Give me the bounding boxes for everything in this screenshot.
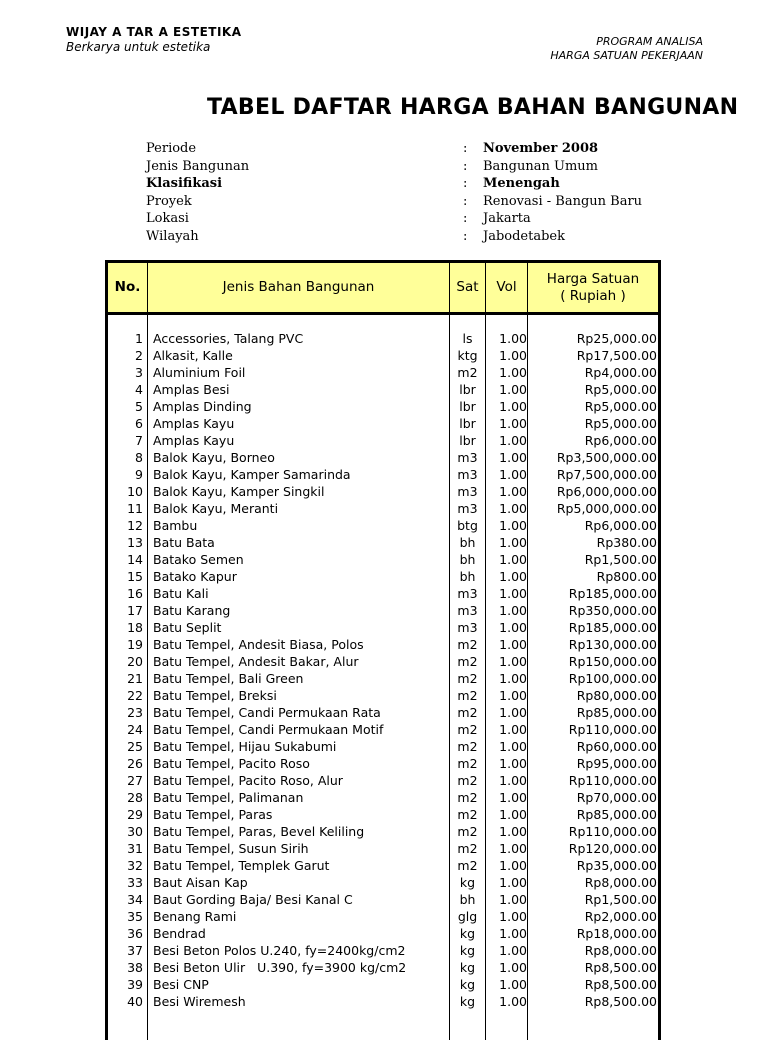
cell-name: Amplas Kayu [153,433,235,448]
cell-sat: lbr [459,416,476,431]
table-row [108,840,658,857]
cell-no: 8 [135,450,143,465]
cell-vol: 1.00 [499,569,527,584]
cell-name: Batu Tempel, Pacito Roso, Alur [153,773,343,788]
cell-sat: bh [459,535,476,550]
cell-price: Rp85,000.00 [576,807,657,822]
company-block [66,25,242,54]
cell-sat: m2 [457,688,478,703]
cell-vol: 1.00 [499,892,527,907]
cell-sat: m3 [457,467,478,482]
cell-sat: m3 [457,620,478,635]
cell-vol: 1.00 [499,552,527,567]
cell-no: 4 [135,382,143,397]
cell-price: Rp5,000.00 [584,416,657,431]
cell-no: 19 [127,637,143,652]
cell-vol: 1.00 [499,450,527,465]
cell-vol: 1.00 [499,433,527,448]
cell-name: Batu Tempel, Paras [153,807,273,822]
cell-vol: 1.00 [499,841,527,856]
cell-vol: 1.00 [499,722,527,737]
meta-value: Menengah [483,176,560,191]
cell-sat: m3 [457,450,478,465]
cell-price: Rp380.00 [596,535,657,550]
table-row [108,500,658,517]
table-row [108,738,658,755]
cell-no: 15 [127,569,143,584]
cell-vol: 1.00 [499,654,527,669]
cell-name: Bendrad [153,926,206,941]
cell-sat: bh [459,552,476,567]
table-row [108,857,658,874]
cell-price: Rp350,000.00 [568,603,657,618]
cell-no: 5 [135,399,143,414]
cell-sat: m2 [457,365,478,380]
cell-vol: 1.00 [499,773,527,788]
table-row [108,551,658,568]
table-row [108,670,658,687]
table-row [108,993,658,1010]
cell-price: Rp8,000.00 [584,875,657,890]
cell-name: Alkasit, Kalle [153,348,233,363]
cell-price: Rp17,500.00 [576,348,657,363]
cell-price: Rp7,500,000.00 [556,467,657,482]
table-row [108,704,658,721]
cell-price: Rp800.00 [596,569,657,584]
cell-no: 23 [127,705,143,720]
cell-sat: btg [457,518,478,533]
cell-no: 27 [127,773,143,788]
col-header-no: No. [114,279,141,295]
table-row [108,585,658,602]
meta-label: Wilayah [146,228,199,244]
col-header-sat: Sat [456,279,479,295]
cell-price: Rp80,000.00 [576,688,657,703]
cell-price: Rp110,000.00 [568,722,657,737]
cell-name: Batu Tempel, Palimanan [153,790,304,805]
cell-vol: 1.00 [499,790,527,805]
cell-name: Batako Kapur [153,569,237,584]
cell-price: Rp5,000.00 [584,399,657,414]
cell-name: Batu Tempel, Candi Permukaan Motif [153,722,384,737]
cell-vol: 1.00 [499,824,527,839]
cell-vol: 1.00 [499,977,527,992]
project-meta [146,140,666,245]
cell-vol: 1.00 [499,807,527,822]
cell-no: 9 [135,467,143,482]
cell-no: 33 [127,875,143,890]
table-row [108,398,658,415]
cell-name: Aluminium Foil [153,365,246,380]
cell-price: Rp95,000.00 [576,756,657,771]
meta-label: Jenis Bangunan [146,158,250,174]
cell-name: Batu Seplit [153,620,222,635]
meta-colon: : [463,176,468,191]
table-row [108,772,658,789]
meta-colon: : [463,141,468,156]
cell-name: Batu Karang [153,603,231,618]
meta-value: November 2008 [483,141,599,156]
cell-name: Batu Bata [153,535,215,550]
table-row [108,415,658,432]
table-row [108,789,658,806]
cell-name: Benang Rami [153,909,237,924]
cell-sat: kg [459,943,476,958]
table-row [108,364,658,381]
table-row [108,806,658,823]
meta-value: Jabodetabek [483,228,565,244]
cell-sat: bh [459,569,476,584]
cell-no: 24 [127,722,143,737]
cell-vol: 1.00 [499,620,527,635]
cell-name: Besi Wiremesh [153,994,246,1009]
cell-price: Rp100,000.00 [568,671,657,686]
cell-price: Rp1,500.00 [584,552,657,567]
cell-no: 34 [127,892,143,907]
table-row [108,347,658,364]
cell-name: Batu Tempel, Paras, Bevel Keliling [153,824,365,839]
cell-price: Rp185,000.00 [568,586,657,601]
meta-label: Lokasi [146,211,189,226]
cell-sat: m2 [457,841,478,856]
cell-no: 6 [135,416,143,431]
cell-price: Rp6,000.00 [584,433,657,448]
cell-vol: 1.00 [499,926,527,941]
meta-row [146,228,666,246]
cell-no: 20 [127,654,143,669]
cell-vol: 1.00 [499,501,527,516]
meta-label: Proyek [146,193,192,209]
meta-label: Periode [146,141,197,156]
cell-sat: m2 [457,824,478,839]
table-row [108,330,658,347]
cell-no: 25 [127,739,143,754]
cell-sat: ls [462,331,473,346]
table-row [108,942,658,959]
cell-no: 40 [127,994,143,1009]
table-row [108,381,658,398]
meta-row [146,210,666,228]
cell-name: Bambu [153,518,198,533]
material-price-table [105,260,661,1040]
table-row [108,755,658,772]
table-row [108,619,658,636]
meta-colon: : [463,158,468,174]
cell-price: Rp6,000.00 [584,518,657,533]
cell-no: 39 [127,977,143,992]
cell-no: 1 [135,331,143,346]
meta-value: Jakarta [483,211,531,226]
cell-no: 29 [127,807,143,822]
cell-price: Rp185,000.00 [568,620,657,635]
cell-sat: m2 [457,637,478,652]
cell-price: Rp85,000.00 [576,705,657,720]
table-row [108,687,658,704]
cell-price: Rp5,000.00 [584,382,657,397]
company-name: WIJAY A TAR A ESTETIKA [66,25,242,39]
cell-no: 12 [127,518,143,533]
cell-vol: 1.00 [499,875,527,890]
cell-price: Rp18,000.00 [576,926,657,941]
cell-name: Accessories, Talang PVC [153,331,304,346]
table-row [108,891,658,908]
cell-vol: 1.00 [499,535,527,550]
col-header-price-line1: Harga Satuan [546,270,640,287]
cell-price: Rp2,000.00 [584,909,657,924]
cell-price: Rp120,000.00 [568,841,657,856]
table-row [108,653,658,670]
cell-vol: 1.00 [499,467,527,482]
cell-no: 7 [135,433,143,448]
cell-no: 18 [127,620,143,635]
cell-name: Besi Beton Ulir U.390, fy=3900 kg/cm2 [153,960,407,975]
cell-name: Baut Gording Baja/ Besi Kanal C [153,892,353,907]
col-header-vol: Vol [496,279,517,295]
cell-vol: 1.00 [499,739,527,754]
cell-sat: lbr [459,399,476,414]
meta-value: Renovasi - Bangun Baru [483,193,643,209]
cell-no: 31 [127,841,143,856]
meta-colon: : [463,193,468,209]
cell-price: Rp5,000,000.00 [556,501,657,516]
cell-vol: 1.00 [499,348,527,363]
cell-sat: kg [459,994,476,1009]
table-header [108,263,658,315]
cell-name: Amplas Besi [153,382,230,397]
cell-name: Besi Beton Polos U.240, fy=2400kg/cm2 [153,943,406,958]
table-body [108,330,658,1010]
cell-sat: m2 [457,739,478,754]
cell-vol: 1.00 [499,705,527,720]
cell-vol: 1.00 [499,943,527,958]
table-row [108,908,658,925]
company-tagline: Berkarya untuk estetika [66,40,211,54]
program-block [550,35,703,63]
col-header-name: Jenis Bahan Bangunan [222,279,375,295]
cell-name: Besi CNP [153,977,209,992]
cell-name: Balok Kayu, Kamper Singkil [153,484,325,499]
table-row [108,721,658,738]
cell-vol: 1.00 [499,399,527,414]
cell-sat: m2 [457,654,478,669]
meta-label: Klasifikasi [146,176,223,191]
table-row [108,602,658,619]
cell-price: Rp25,000.00 [576,331,657,346]
cell-vol: 1.00 [499,688,527,703]
cell-no: 3 [135,365,143,380]
cell-vol: 1.00 [499,637,527,652]
cell-no: 11 [127,501,143,516]
cell-price: Rp1,500.00 [584,892,657,907]
cell-price: Rp4,000.00 [584,365,657,380]
cell-no: 32 [127,858,143,873]
cell-no: 16 [127,586,143,601]
cell-no: 17 [127,603,143,618]
cell-no: 10 [127,484,143,499]
table-row [108,466,658,483]
page-title: TABEL DAFTAR HARGA BAHAN BANGUNAN [207,95,739,120]
col-header-price [528,263,658,312]
cell-sat: kg [459,875,476,890]
meta-colon: : [463,228,468,244]
cell-sat: glg [457,909,478,924]
cell-no: 2 [135,348,143,363]
cell-name: Amplas Dinding [153,399,252,414]
table-row [108,959,658,976]
cell-no: 21 [127,671,143,686]
cell-vol: 1.00 [499,416,527,431]
cell-vol: 1.00 [499,331,527,346]
program-line-2: HARGA SATUAN PEKERJAAN [550,49,703,62]
table-row [108,874,658,891]
cell-name: Baut Aisan Kap [153,875,248,890]
cell-sat: bh [459,892,476,907]
cell-sat: m3 [457,586,478,601]
table-row [108,432,658,449]
table-row [108,568,658,585]
table-row [108,636,658,653]
cell-name: Batu Tempel, Hijau Sukabumi [153,739,337,754]
cell-price: Rp35,000.00 [576,858,657,873]
cell-price: Rp70,000.00 [576,790,657,805]
cell-sat: m2 [457,807,478,822]
cell-no: 38 [127,960,143,975]
cell-price: Rp110,000.00 [568,773,657,788]
meta-row [146,193,666,211]
cell-name: Batu Kali [153,586,209,601]
cell-no: 28 [127,790,143,805]
cell-vol: 1.00 [499,365,527,380]
cell-vol: 1.00 [499,484,527,499]
cell-name: Batu Tempel, Breksi [153,688,277,703]
cell-sat: m2 [457,773,478,788]
cell-name: Batu Tempel, Andesit Biasa, Polos [153,637,364,652]
cell-sat: m3 [457,501,478,516]
cell-sat: m3 [457,603,478,618]
cell-vol: 1.00 [499,994,527,1009]
cell-name: Balok Kayu, Meranti [153,501,279,516]
table-row [108,483,658,500]
cell-vol: 1.00 [499,586,527,601]
cell-sat: lbr [459,433,476,448]
table-row [108,534,658,551]
cell-no: 30 [127,824,143,839]
cell-vol: 1.00 [499,858,527,873]
table-row [108,823,658,840]
cell-vol: 1.00 [499,518,527,533]
col-header-price-line2: ( Rupiah ) [560,287,626,304]
cell-vol: 1.00 [499,909,527,924]
cell-sat: m2 [457,756,478,771]
cell-sat: m2 [457,705,478,720]
cell-no: 14 [127,552,143,567]
cell-no: 13 [127,535,143,550]
cell-sat: ktg [457,348,478,363]
cell-price: Rp6,000,000.00 [556,484,657,499]
cell-no: 22 [127,688,143,703]
cell-name: Balok Kayu, Kamper Samarinda [153,467,351,482]
cell-no: 35 [127,909,143,924]
table-row [108,449,658,466]
cell-sat: kg [459,977,476,992]
cell-vol: 1.00 [499,603,527,618]
cell-price: Rp8,500.00 [584,977,657,992]
cell-sat: m2 [457,671,478,686]
cell-price: Rp110,000.00 [568,824,657,839]
cell-price: Rp150,000.00 [568,654,657,669]
cell-price: Rp3,500,000.00 [556,450,657,465]
meta-row [146,158,666,176]
cell-price: Rp60,000.00 [576,739,657,754]
cell-price: Rp130,000.00 [568,637,657,652]
cell-vol: 1.00 [499,671,527,686]
cell-sat: lbr [459,382,476,397]
cell-name: Amplas Kayu [153,416,235,431]
cell-no: 26 [127,756,143,771]
meta-colon: : [463,211,468,226]
cell-name: Batu Tempel, Pacito Roso [153,756,310,771]
cell-vol: 1.00 [499,756,527,771]
cell-sat: kg [459,960,476,975]
cell-sat: m2 [457,722,478,737]
meta-row [146,175,666,193]
program-line-1: PROGRAM ANALISA [596,35,703,48]
cell-price: Rp8,500.00 [584,994,657,1009]
cell-vol: 1.00 [499,382,527,397]
cell-sat: m2 [457,858,478,873]
cell-sat: m2 [457,790,478,805]
meta-value: Bangunan Umum [483,158,598,174]
cell-name: Batu Tempel, Candi Permukaan Rata [153,705,381,720]
cell-name: Balok Kayu, Borneo [153,450,275,465]
cell-sat: kg [459,926,476,941]
table-row [108,925,658,942]
cell-name: Batu Tempel, Bali Green [153,671,304,686]
cell-name: Batako Semen [153,552,244,567]
cell-vol: 1.00 [499,960,527,975]
cell-no: 37 [127,943,143,958]
cell-price: Rp8,000.00 [584,943,657,958]
cell-name: Batu Tempel, Andesit Bakar, Alur [153,654,359,669]
cell-name: Batu Tempel, Susun Sirih [153,841,309,856]
table-row [108,517,658,534]
cell-no: 36 [127,926,143,941]
meta-row [146,140,666,158]
cell-name: Batu Tempel, Templek Garut [153,858,330,873]
table-row [108,976,658,993]
cell-price: Rp8,500.00 [584,960,657,975]
cell-sat: m3 [457,484,478,499]
